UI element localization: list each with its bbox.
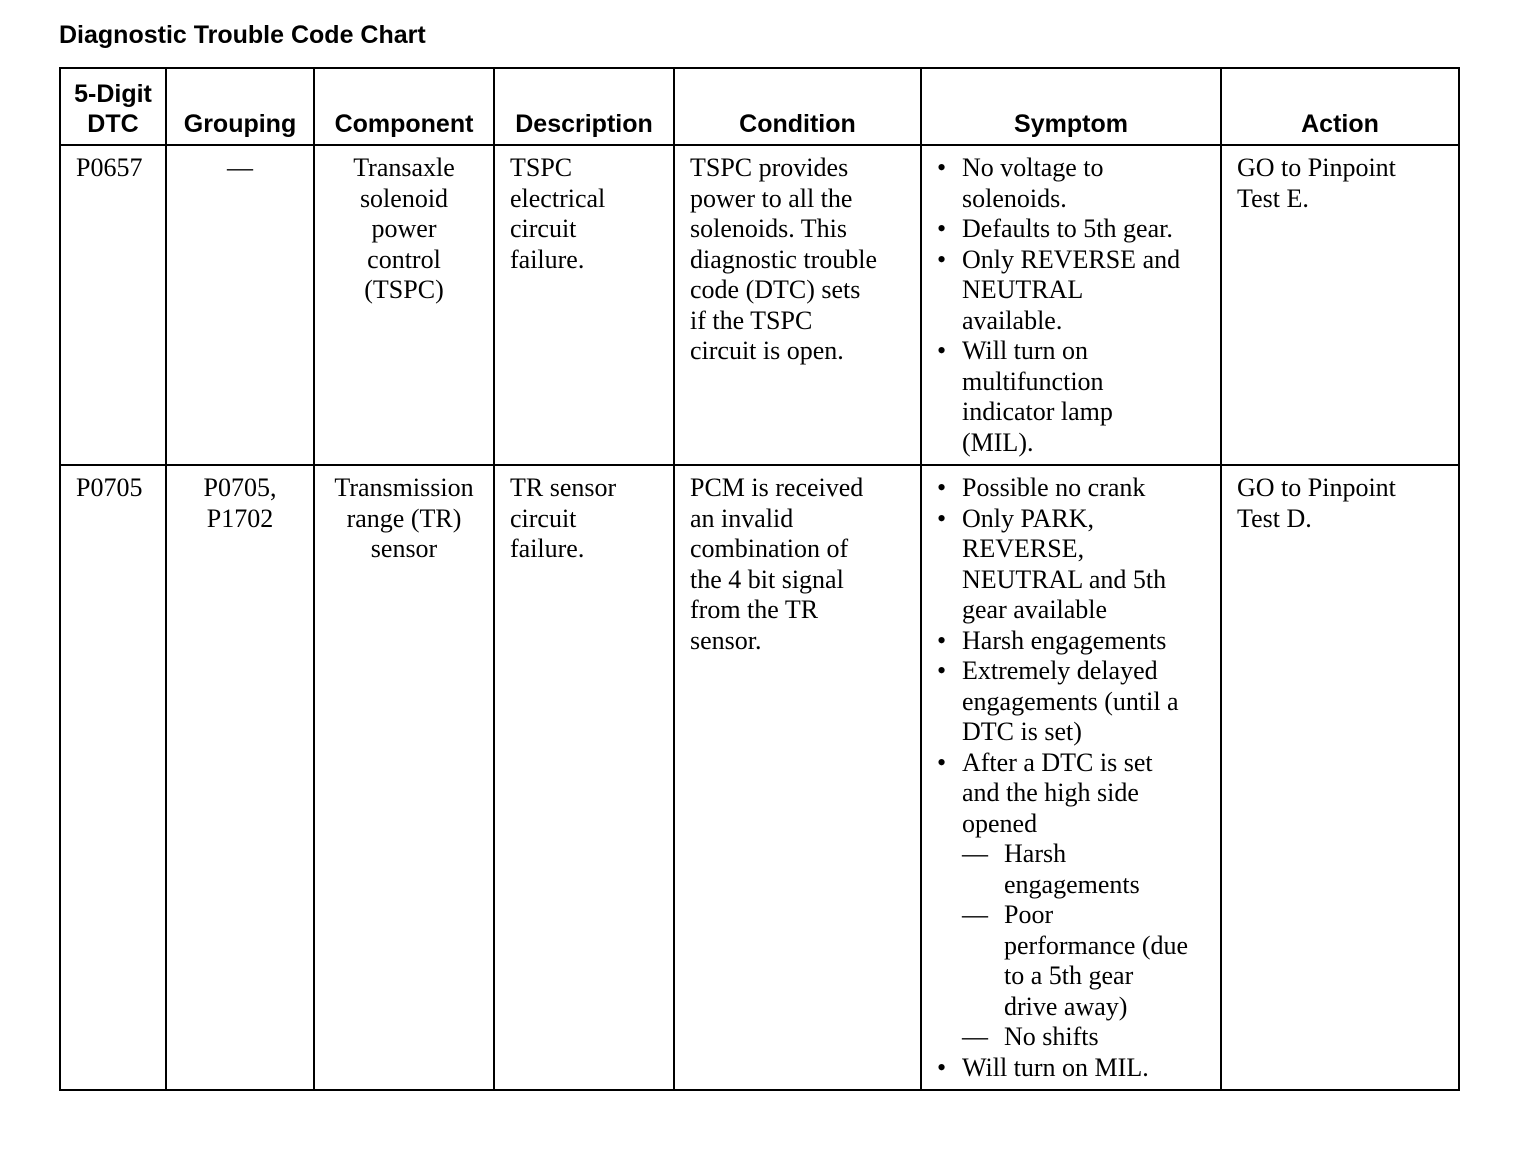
text-line: performance (due: [1004, 930, 1189, 960]
text-line: PCM is received: [690, 473, 864, 502]
header-line: 5-Digit: [74, 80, 152, 108]
text-line: power: [371, 214, 437, 243]
symptom-bullet-item: [937, 656, 1214, 748]
bullet-marker: •: [937, 656, 947, 685]
cell-symptom: [921, 465, 1221, 1090]
text-line: DTC is set): [962, 717, 1082, 746]
bullet-marker: •: [937, 747, 947, 777]
text-line: circuit is open.: [690, 336, 844, 365]
text-line: combination of: [690, 534, 849, 563]
bullet-marker: •: [937, 153, 947, 182]
text-line: NEUTRAL: [962, 275, 1084, 304]
symptom-bullet-item: [937, 245, 1214, 337]
text-line: if the TSPC: [690, 305, 813, 335]
text-line: (MIL).: [962, 427, 1034, 457]
symptom-text: [962, 214, 1173, 245]
header-condition: [674, 68, 921, 145]
symptom-bullet-item: [937, 626, 1214, 657]
header-line: Action: [1301, 110, 1379, 138]
text-line: from the TR: [690, 595, 819, 624]
symptom-bullet-item: [937, 153, 1214, 214]
text-line: sensor.: [690, 625, 762, 655]
text-line: drive away): [1004, 991, 1128, 1021]
text-line: After a DTC is set: [962, 747, 1153, 777]
text-line: TSPC: [510, 153, 573, 182]
text-line: an invalid: [690, 503, 794, 533]
cell-action: [1221, 465, 1459, 1090]
text-line: solenoids. This: [690, 214, 847, 243]
header-dtc: [60, 68, 166, 145]
symptom-sub-item: [937, 839, 1214, 900]
cell-component: [314, 145, 494, 465]
text-line: control: [367, 244, 441, 274]
header-symptom: [921, 68, 1221, 145]
symptom-text: [962, 656, 1179, 748]
bullet-marker: •: [937, 625, 947, 655]
cell-dtc: [60, 145, 166, 465]
cell-action: [1221, 145, 1459, 465]
text-line: (TSPC): [364, 275, 444, 304]
header-line: Component: [334, 110, 474, 138]
header-line: Grouping: [183, 110, 297, 138]
text-line: circuit: [510, 214, 577, 243]
text-line: P0657: [76, 153, 143, 182]
text-line: Transaxle: [353, 153, 455, 182]
header-line: Symptom: [1014, 110, 1128, 138]
cell-condition: [674, 145, 921, 465]
bullet-marker: •: [937, 1052, 947, 1082]
symptom-text: [1004, 839, 1140, 900]
text-line: No shifts: [1004, 1022, 1099, 1051]
header-action: [1221, 68, 1459, 145]
symptom-text: [962, 245, 1180, 337]
symptom-bullet-item: [937, 504, 1214, 626]
symptom-bullet-item: [937, 214, 1214, 245]
text-line: engagements (until a: [962, 686, 1179, 716]
cell-component: [314, 465, 494, 1090]
text-line: Harsh: [1004, 839, 1067, 868]
text-line: diagnostic trouble: [690, 244, 878, 274]
symptom-text: [962, 153, 1104, 214]
symptom-bullet-item: [937, 336, 1214, 458]
text-line: Will turn on MIL.: [962, 1052, 1149, 1082]
cell-description: [494, 145, 674, 465]
text-line: Harsh engagements: [962, 625, 1167, 655]
text-line: engagements: [1004, 869, 1140, 899]
text-line: code (DTC) sets: [690, 275, 861, 304]
symptom-bullet-item: [937, 748, 1214, 840]
text-line: Will turn on: [962, 336, 1089, 365]
text-line: Only REVERSE and: [962, 244, 1181, 274]
text-line: GO to Pinpoint: [1237, 473, 1396, 502]
cell-grouping: [166, 145, 314, 465]
text-line: the 4 bit signal: [690, 564, 844, 594]
text-line: P0705,: [203, 473, 277, 502]
dash-marker: —: [962, 900, 988, 929]
header-row: [60, 68, 1459, 145]
symptom-bullet-item: [937, 473, 1214, 504]
text-line: Transmission: [334, 473, 474, 502]
text-line: Test D.: [1237, 503, 1312, 533]
text-line: Possible no crank: [962, 473, 1146, 502]
text-line: multifunction: [962, 366, 1104, 396]
dash-marker: —: [962, 839, 988, 868]
chart-title: Diagnostic Trouble Code Chart: [59, 21, 426, 49]
text-line: circuit: [510, 503, 577, 533]
dtc-table: [59, 67, 1460, 1091]
text-line: failure.: [510, 244, 585, 274]
text-line: Test E.: [1237, 183, 1309, 213]
table-row: [60, 465, 1459, 1090]
cell-grouping: [166, 465, 314, 1090]
text-line: TR sensor: [510, 473, 617, 502]
text-line: power to all the: [690, 183, 853, 213]
text-line: REVERSE,: [962, 534, 1085, 563]
header-description: [494, 68, 674, 145]
cell-dtc: [60, 465, 166, 1090]
bullet-marker: •: [937, 336, 947, 365]
text-line: Only PARK,: [962, 503, 1094, 533]
text-line: opened: [962, 808, 1038, 838]
text-line: TSPC provides: [690, 153, 849, 182]
text-line: sensor: [370, 534, 438, 563]
symptom-text: [1004, 1022, 1099, 1053]
bullet-marker: •: [937, 473, 947, 502]
text-line: gear available: [962, 595, 1108, 624]
symptom-text: [962, 626, 1166, 657]
cell-symptom: [921, 145, 1221, 465]
text-line: electrical: [510, 183, 606, 213]
text-line: NEUTRAL and 5th: [962, 564, 1167, 594]
text-line: indicator lamp: [962, 397, 1113, 426]
text-line: to a 5th gear: [1004, 961, 1134, 990]
symptom-text: [962, 1053, 1149, 1084]
header-line: Condition: [739, 110, 856, 138]
bullet-marker: •: [937, 503, 947, 533]
dash-marker: —: [962, 1022, 988, 1051]
bullet-marker: •: [937, 244, 947, 274]
text-line: Defaults to 5th gear.: [962, 214, 1173, 243]
symptom-text: [1004, 900, 1188, 1022]
header-line: DTC: [87, 110, 139, 138]
text-line: Extremely delayed: [962, 656, 1158, 685]
text-line: available.: [962, 305, 1063, 335]
symptom-text: [962, 336, 1113, 458]
text-line: solenoids.: [962, 183, 1067, 213]
text-line: P0705: [76, 473, 143, 502]
header-grouping: [166, 68, 314, 145]
table-row: [60, 145, 1459, 465]
text-line: No voltage to: [962, 153, 1104, 182]
symptom-sub-item: [937, 1022, 1214, 1053]
symptom-text: [962, 473, 1145, 504]
cell-condition: [674, 465, 921, 1090]
text-line: range (TR): [346, 503, 462, 533]
symptom-text: [962, 748, 1153, 840]
text-line: —: [227, 153, 253, 182]
bullet-marker: •: [937, 214, 947, 243]
header-component: [314, 68, 494, 145]
text-line: Poor: [1004, 900, 1054, 929]
text-line: solenoid: [359, 183, 449, 213]
symptom-sub-item: [937, 900, 1214, 1022]
text-line: failure.: [510, 534, 585, 563]
symptom-text: [962, 504, 1166, 626]
text-line: P1702: [206, 503, 274, 533]
text-line: GO to Pinpoint: [1237, 153, 1396, 182]
symptom-bullet-item: [937, 1053, 1214, 1084]
cell-description: [494, 465, 674, 1090]
text-line: and the high side: [962, 778, 1139, 807]
header-line: Description: [515, 110, 653, 138]
